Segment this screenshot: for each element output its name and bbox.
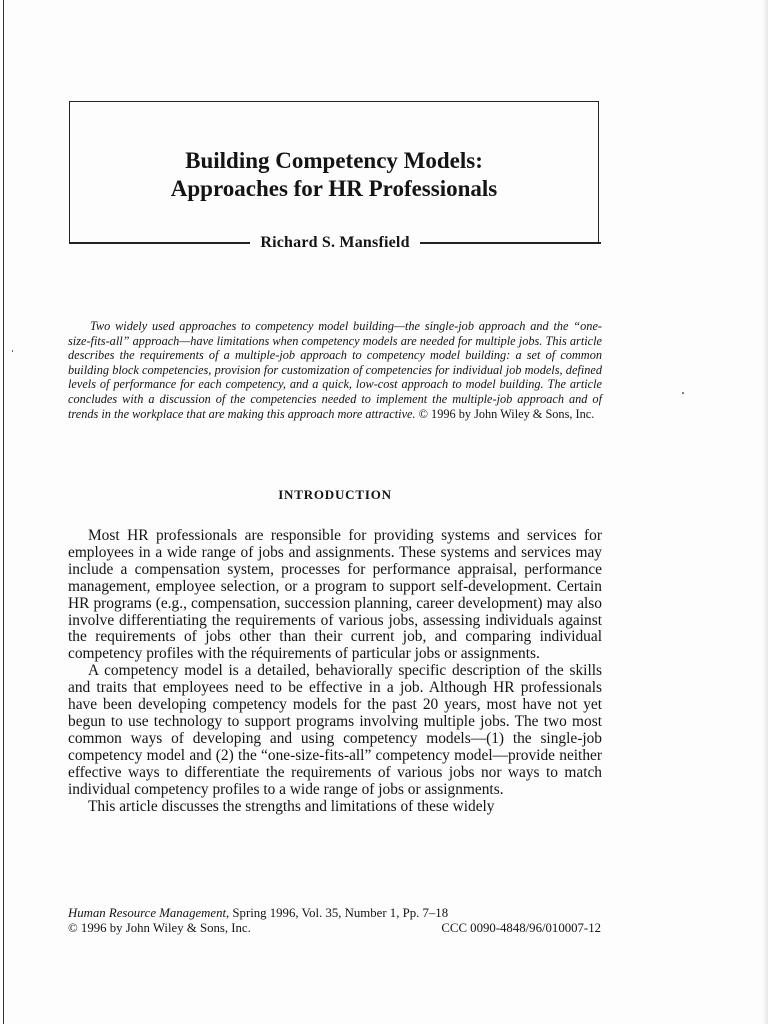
paragraph: Most HR professionals are responsible for providing systems and services for employees in a wide range of jobs and assignments. These systems and services may include a compensation system, processes for performance appraisal, performance management, employee selection, or a program to support self-development. Certain HR programs (e.g., compensation, succession planning, career development) may also involve differentiating the requirements of various jobs, assessing individuals against the requirements of jobs other than their current job, and comparing individual competency profiles with the réquirements of particular jobs or assignments. bbox=[68, 527, 602, 663]
byline-rule-left bbox=[69, 242, 250, 244]
journal-name: Human Resource Management, bbox=[68, 906, 230, 920]
title-line-1: Building Competency Models: bbox=[185, 148, 483, 173]
scan-speck bbox=[12, 350, 13, 352]
paragraph: A competency model is a detailed, behaviorally specific description of the skills and traits that employees need to be effective in a job. Although HR professionals have been developing competency models for the past 20 years, most have not yet begun to use technology to support programs involving multiple jobs. The two most common ways of developing and using competency models—(1) the single-job competency model and (2) the “one-size-fits-all” competency model—provide neither effective ways to differentiate the requirements of various jobs nor ways to match individual competency profiles to a wide range of jobs or assignments. bbox=[68, 662, 602, 798]
abstract-copyright: © 1996 by John Wiley & Sons, Inc. bbox=[415, 406, 595, 421]
page-footer bbox=[68, 906, 602, 936]
page-left-edge bbox=[3, 0, 4, 1024]
byline bbox=[69, 232, 601, 254]
article-title bbox=[69, 147, 599, 203]
byline-rule-right bbox=[420, 242, 601, 244]
section-heading-introduction: INTRODUCTION bbox=[278, 487, 392, 502]
title-line-2: Approaches for HR Professionals bbox=[170, 176, 498, 201]
paragraph: This article discusses the strengths and limitations of these widely bbox=[88, 797, 495, 815]
abstract bbox=[68, 319, 602, 421]
page-right-edge bbox=[762, 0, 768, 1024]
body-text bbox=[68, 528, 602, 815]
abstract-text: Two widely used approaches to competency model building—the single-job approach and the “one-size-fits-all” approach—have limitations when competency models are needed for multiple jobs. This article describes the requirements of a multiple-job approach to competency model building: a set of common building block competencies, provision for customization of competencies for individual job models, defined levels of performance for each competency, and a quick, low-cost approach to model building. The article concludes with a discussion of the competencies needed to implement the multiple-job approach and of trends in the workplace that are making this approach more attractive. bbox=[68, 319, 602, 421]
footer-copyright-line bbox=[68, 921, 601, 936]
journal-citation: Spring 1996, Vol. 35, Number 1, Pp. 7–18 bbox=[229, 906, 449, 920]
author-name: Richard S. Mansfield bbox=[260, 234, 410, 251]
footer-citation-line bbox=[68, 906, 602, 921]
footer-ccc: CCC 0090-4848/96/010007-12 bbox=[441, 921, 601, 935]
scan-speck bbox=[682, 392, 684, 394]
footer-copyright: © 1996 by John Wiley & Sons, Inc. bbox=[68, 921, 251, 935]
